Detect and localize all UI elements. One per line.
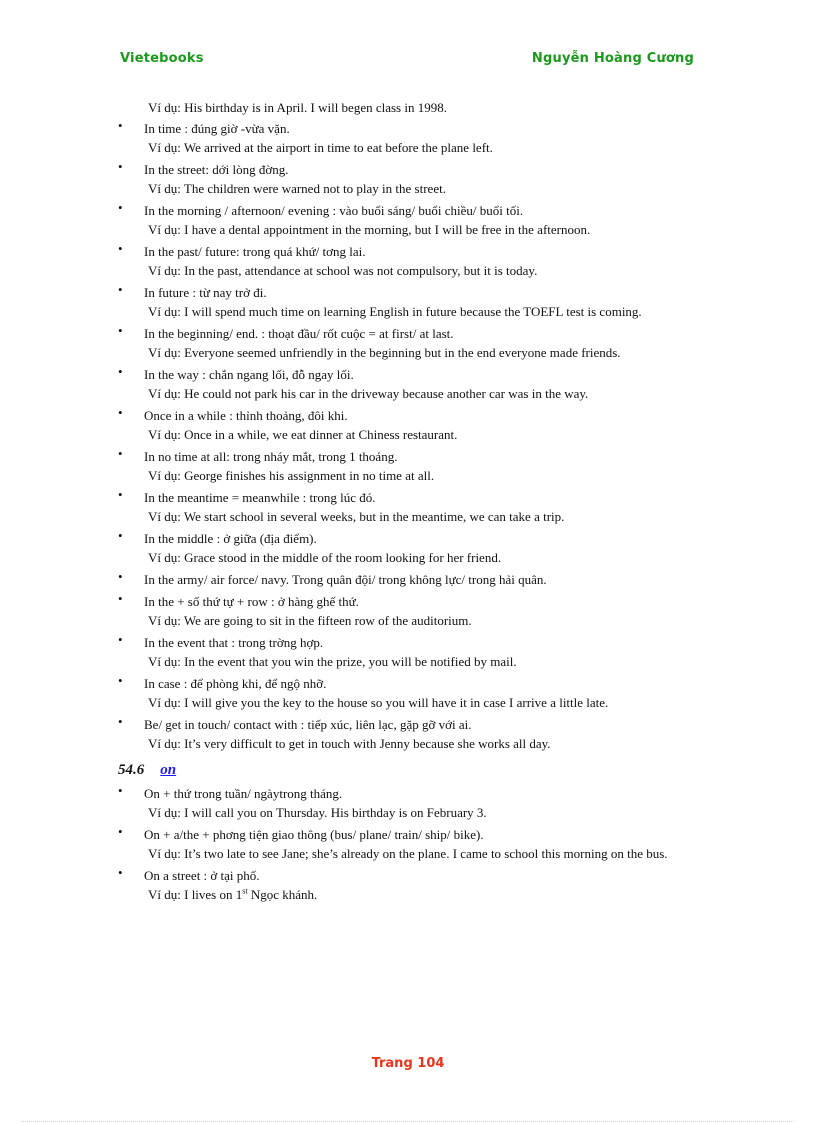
item-term: In no time at all: trong nháy mắt, trong 1 thoáng. (144, 449, 398, 464)
list-item (118, 632, 698, 669)
page-number: Trang 104 (371, 1056, 445, 1071)
item-example: Ví dụ: Once in a while, we eat dinner at Chiness restaurant. (148, 427, 458, 442)
item-example: Ví dụ: In the past, attendance at school was not compulsory, but it is today. (148, 263, 538, 278)
section-title-link[interactable]: on (160, 762, 177, 778)
item-term: In time : đúng giờ -vừa vặn. (144, 121, 290, 136)
item-term: On a street : ở tại phố. (144, 868, 260, 883)
item-term: In the past/ future: trong quá khứ/ tơng lai. (144, 244, 366, 259)
bullet-icon: • (118, 405, 123, 420)
list-item (118, 569, 698, 587)
example-text: Ví dụ: I lives on 1 (148, 887, 243, 902)
bullet-icon: • (118, 241, 123, 256)
list-item (118, 323, 698, 360)
bullet-icon: • (118, 323, 123, 338)
list-item (118, 865, 698, 902)
section-number: 54.6 (118, 762, 145, 778)
document-body (118, 100, 698, 909)
bullet-icon: • (118, 824, 123, 839)
item-example: Ví dụ: I will spend much time on learning English in future because the TOEFL test is coming. (148, 304, 642, 319)
bullet-icon: • (118, 591, 123, 606)
list-item (118, 824, 698, 861)
item-term: Once in a while : thỉnh thoảng, đôi khi. (144, 408, 348, 423)
item-example: Ví dụ: In the event that you win the prize, you will be notified by mail. (148, 654, 517, 669)
list-item (118, 487, 698, 524)
item-example: Ví dụ: The children were warned not to play in the street. (148, 181, 446, 196)
bullet-icon: • (118, 783, 123, 798)
section-heading (118, 763, 698, 778)
bullet-icon: • (118, 632, 123, 647)
item-term: In the event that : trong trờng hợp. (144, 635, 324, 650)
bullet-icon: • (118, 673, 123, 688)
bullet-icon: • (118, 159, 123, 174)
list-item (118, 528, 698, 565)
bottom-divider (22, 1121, 794, 1122)
bullet-icon: • (118, 282, 123, 297)
bullet-icon: • (118, 569, 123, 584)
bullet-icon: • (118, 118, 123, 133)
item-example: Ví dụ: We start school in several weeks, but in the meantime, we can take a trip. (148, 509, 565, 524)
list-item (118, 405, 698, 442)
example-text: Ngọc khánh. (247, 887, 318, 902)
bullet-icon: • (118, 487, 123, 502)
list-item (118, 200, 698, 237)
item-term: On + thứ trong tuần/ ngàytrong tháng. (144, 786, 343, 801)
list-item (118, 118, 698, 155)
item-example: Ví dụ: We are going to sit in the fifteen row of the auditorium. (148, 613, 472, 628)
item-term: In future : từ nay trở đi. (144, 285, 267, 300)
item-example: Ví dụ: It’s two late to see Jane; she’s already on the plane. I came to school this morning on the bus. (148, 846, 668, 861)
item-term: In case : để phòng khi, để ngộ nhỡ. (144, 676, 327, 691)
header-left: Vietebooks (120, 51, 204, 66)
item-term: In the street: dới lòng đờng. (144, 162, 289, 177)
item-term: Be/ get in touch/ contact with : tiếp xúc, liên lạc, gặp gỡ với ai. (144, 717, 472, 732)
bullet-icon: • (118, 200, 123, 215)
item-example: Ví dụ: He could not park his car in the driveway because another car was in the way. (148, 386, 589, 401)
item-example: Ví dụ: Grace stood in the middle of the room looking for her friend. (148, 550, 502, 565)
item-example: Ví dụ: I will call you on Thursday. His birthday is on February 3. (148, 805, 487, 820)
item-term: In the morning / afternoon/ evening : vào buổi sáng/ buổi chiều/ buổi tối. (144, 203, 524, 218)
list-item (118, 673, 698, 710)
bullet-icon: • (118, 364, 123, 379)
item-example: Ví dụ: I will give you the key to the house so you will have it in case I arrive a little late. (148, 695, 609, 710)
bullet-icon: • (118, 714, 123, 729)
list-item (118, 714, 698, 751)
list-item (118, 159, 698, 196)
item-example (144, 887, 698, 902)
item-term: In the + số thứ tự + row : ở hàng ghế thứ. (144, 594, 359, 609)
bullet-icon: • (118, 865, 123, 880)
list-item (118, 446, 698, 483)
intro-example: Ví dụ: His birthday is in April. I will begen class in 1998. (148, 100, 447, 115)
item-term: In the army/ air force/ navy. Trong quân đội/ trong không lực/ trong hải quân. (144, 572, 547, 587)
item-example: Ví dụ: We arrived at the airport in time to eat before the plane left. (148, 140, 493, 155)
list-item (118, 783, 698, 820)
item-term: In the meantime = meanwhile : trong lúc đó. (144, 490, 376, 505)
header-right: Nguyễn Hoàng Cương (531, 51, 694, 66)
ordinal-suffix: st (242, 886, 248, 896)
list-item (118, 591, 698, 628)
item-example: Ví dụ: Everyone seemed unfriendly in the beginning but in the end everyone made friends. (148, 345, 621, 360)
bullet-icon: • (118, 446, 123, 461)
item-term: In the beginning/ end. : thoạt đầu/ rốt cuộc = at first/ at last. (144, 326, 454, 341)
item-example: Ví dụ: I have a dental appointment in the morning, but I will be free in the afternoon. (148, 222, 591, 237)
item-example: Ví dụ: George finishes his assignment in no time at all. (148, 468, 435, 483)
item-term: In the middle : ở giữa (địa điểm). (144, 531, 317, 546)
on-expression-list (118, 783, 698, 902)
list-item (118, 241, 698, 278)
bullet-icon: • (118, 528, 123, 543)
item-term: In the way : chắn ngang lối, đỗ ngay lối. (144, 367, 354, 382)
in-expression-list (118, 118, 698, 751)
list-item (118, 282, 698, 319)
item-example: Ví dụ: It’s very difficult to get in touch with Jenny because she works all day. (148, 736, 551, 751)
list-item (118, 364, 698, 401)
item-term: On + a/the + phơng tiện giao thông (bus/ plane/ train/ ship/ bike). (144, 827, 484, 842)
